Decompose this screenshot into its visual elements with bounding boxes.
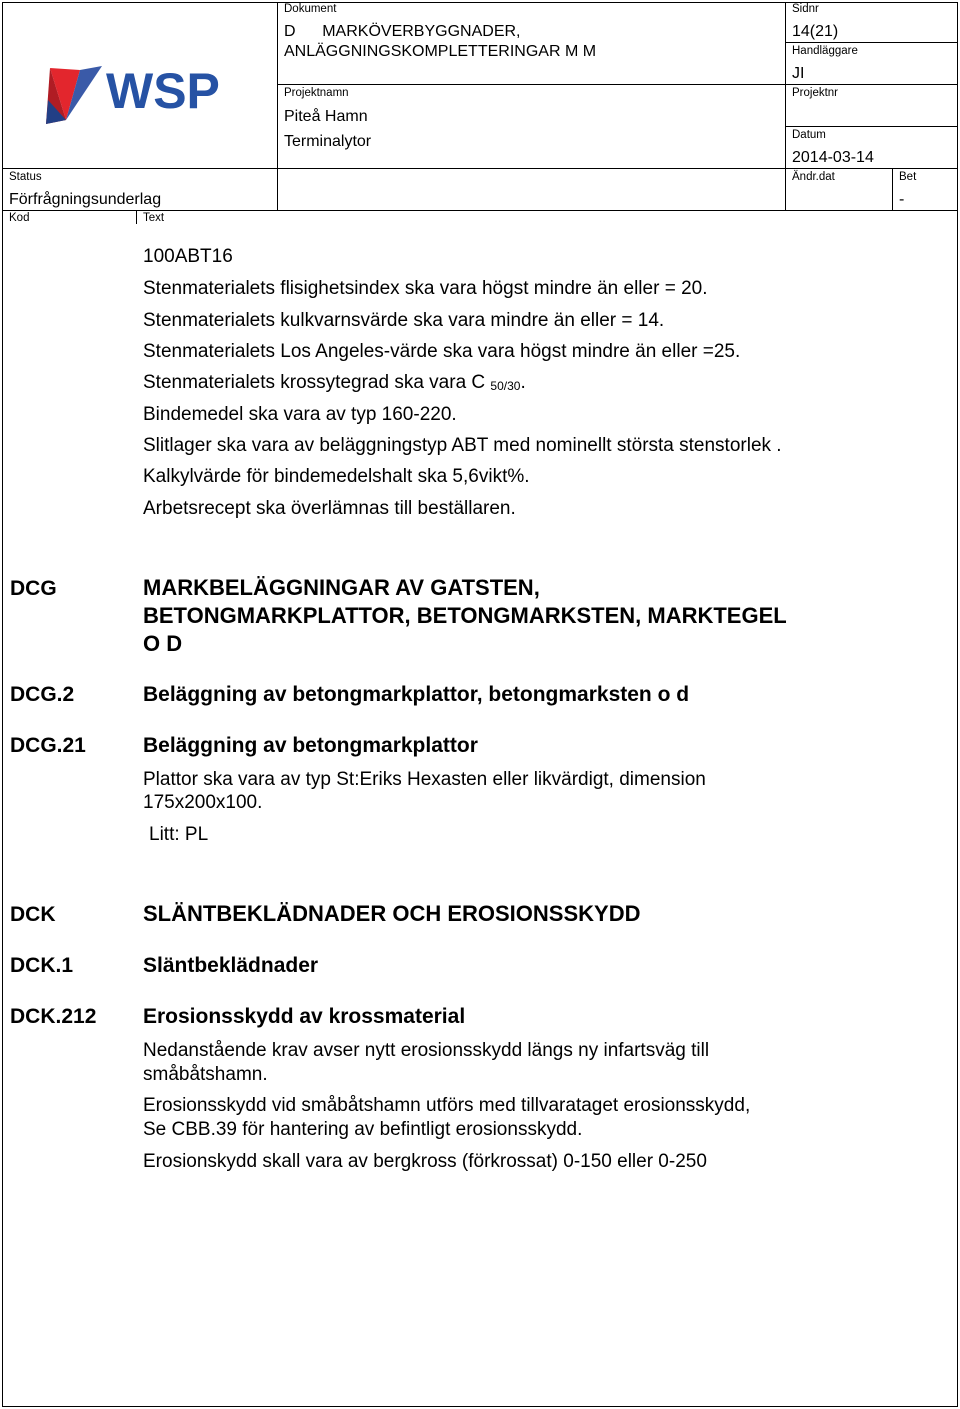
abt-line-text: Stenmaterialets krossytegrad ska vara C [143,372,491,393]
dck212-text: småbåtshamn. [143,1064,268,1085]
wsp-logo-icon [44,60,236,130]
header-divider [277,84,785,85]
dcg-title: BETONGMARKPLATTOR, BETONGMARKSTEN, MARKTEGEL [143,603,787,628]
header-divider [785,84,958,85]
status-value: Förfrågningsunderlag [9,191,162,208]
dcg21-litt: Litt: PL [149,824,209,845]
abt-line [143,371,526,398]
projektnamn-value: Piteå Hamn [284,108,368,125]
dcg21-code: DCG.21 [10,734,86,757]
dck212-code: DCK.212 [10,1005,97,1028]
header-divider [277,2,278,210]
dokument-label: Dokument [284,3,337,15]
dck212-text: Nedanstående krav avser nytt erosionsskydd längs ny infartsväg till [143,1040,710,1061]
dck212-text: Se CBB.39 för hantering av befintligt erosionsskydd. [143,1119,583,1140]
dcg2-code: DCG.2 [10,683,75,706]
header-divider [2,210,958,211]
datum-label: Datum [792,129,826,141]
datum-value: 2014-03-14 [792,149,874,166]
abt-code: 100ABT16 [143,246,233,267]
dcg21-title: Beläggning av betongmarkplattor [143,734,478,757]
dcg21-text: Plattor ska vara av typ St:Eriks Hexasten eller likvärdigt, dimension [143,769,706,790]
dck212-text: Erosionskydd skall vara av bergkross (förkrossat) 0-150 eller 0-250 [143,1151,707,1172]
dck-code: DCK [10,903,56,926]
header-divider [892,168,893,210]
header-divider [2,168,958,169]
projektnr-label: Projektnr [792,87,839,99]
header-divider [785,126,958,127]
abt-line: Stenmaterialets flisighetsindex ska vara högst mindre än eller = 20. [143,278,708,299]
abt-line: Bindemedel ska vara av typ 160-220. [143,404,457,425]
projektnamn-value: Terminalytor [284,133,372,150]
dcg-title: MARKBELÄGGNINGAR AV GATSTEN, [143,575,540,600]
dck212-title: Erosionsskydd av krossmaterial [143,1005,466,1028]
header-divider [785,42,958,43]
dck-title: SLÄNTBEKLÄDNADER OCH EROSIONSSKYDD [143,901,641,926]
sidnr-value: 14(21) [792,23,839,40]
dck1-title: Släntbeklädnader [143,954,319,977]
bet-label: Bet [899,171,917,183]
text-label: Text [143,212,165,224]
handlaggare-value: JI [792,65,805,82]
abt-line: Stenmaterialets kulkvarnsvärde ska vara mindre än eller = 14. [143,310,665,331]
dcg2-title: Beläggning av betongmarkplattor, betongmarksten o d [143,683,690,706]
header-divider [785,2,786,210]
dck1-code: DCK.1 [10,954,74,977]
svg-text:WSP: WSP [106,63,220,119]
dokument-value: D MARKÖVERBYGGNADER, [284,23,521,40]
bet-value: - [899,191,905,208]
dokument-value: ANLÄGGNINGSKOMPLETTERINGAR M M [284,43,597,60]
handlaggare-label: Handläggare [792,45,858,57]
dck212-text: Erosionsskydd vid småbåtshamn utförs med tillvarataget erosionsskydd, [143,1095,751,1116]
dcg-title: O D [143,631,183,656]
abt-line: Kalkylvärde för bindemedelshalt ska 5,6vikt%. [143,466,530,487]
wsp-logo [44,60,236,130]
dcg21-text: 175x200x100. [143,792,263,813]
krossytegrad-subscript: 50/30 [490,379,521,393]
dcg-code: DCG [10,577,57,600]
abt-line: Arbetsrecept ska överlämnas till beställaren. [143,498,516,519]
abt-line: Slitlager ska vara av beläggningstyp ABT med nominellt största stenstorlek . [143,435,782,456]
status-label: Status [9,171,42,183]
andrdat-label: Ändr.dat [792,171,835,183]
kod-label: Kod [9,212,30,224]
abt-line-end: . [520,372,526,393]
sidnr-label: Sidnr [792,3,819,15]
abt-line: Stenmaterialets Los Angeles-värde ska vara högst mindre än eller =25. [143,341,741,362]
kod-text-divider [136,210,137,224]
projektnamn-label: Projektnamn [284,87,349,99]
